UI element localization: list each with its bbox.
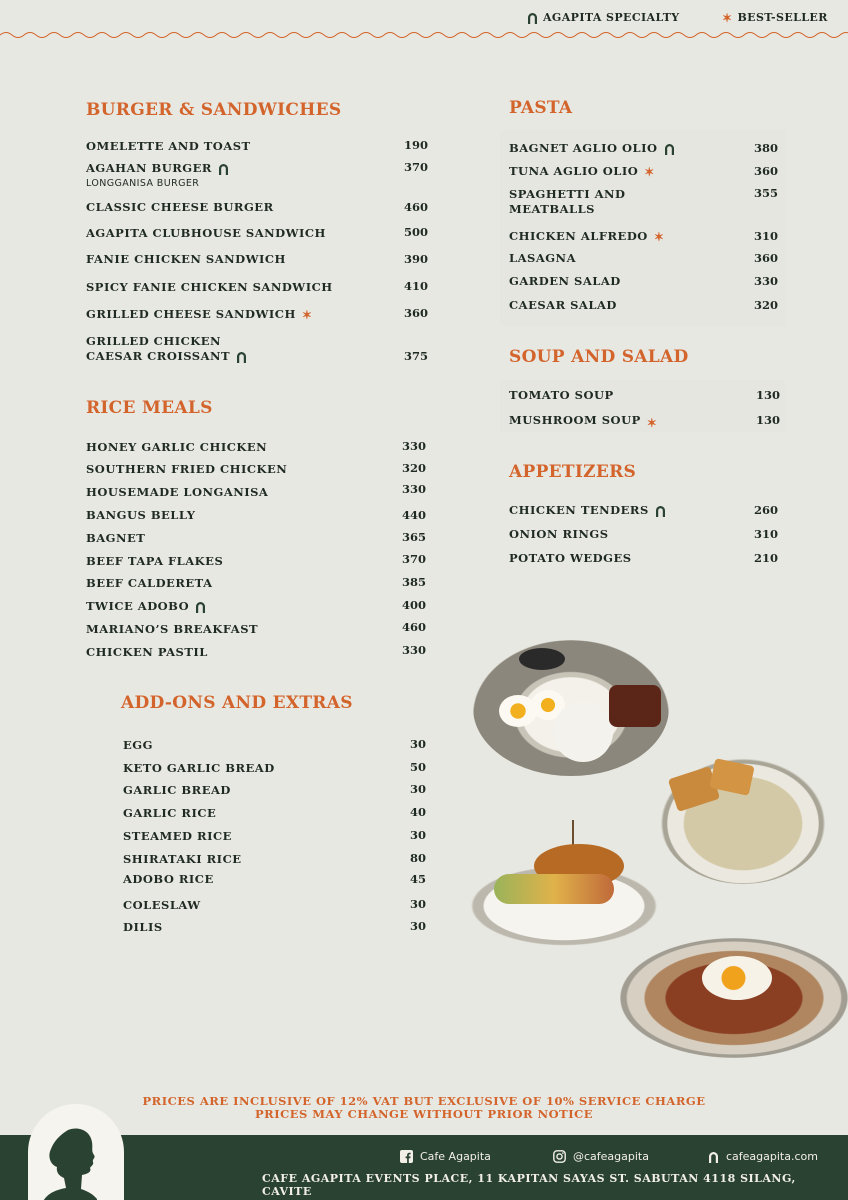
menu-item [86,599,206,614]
legend-specialty [527,11,680,24]
menu-item [86,139,251,154]
item-name: SHIRATAKI RICE [123,852,242,866]
item-name: POTATO WEDGES [509,551,632,565]
item-name: GARLIC BREAD [123,783,231,797]
menu-item [86,485,268,500]
item-name: CAESAR SALAD [509,298,617,312]
item-price: 400 [402,598,427,612]
item-price: 320 [754,298,779,312]
instagram-label: @cafeagapita [573,1150,649,1163]
item-name-line2: CAESAR CROISSANT [86,349,231,363]
item-price: 210 [754,551,779,565]
item-subtitle: LONGGANISA BURGER [86,178,200,189]
item-name: STEAMED RICE [123,829,232,843]
item-name: SPICY FANIE CHICKEN SANDWICH [86,280,333,294]
menu-item [86,440,267,455]
item-name: OMELETTE AND TOAST [86,139,251,153]
logo [28,1104,124,1200]
item-price: 260 [754,503,779,517]
item-price: 190 [404,138,429,152]
item-price: 40 [410,805,427,819]
star-icon: ✶ [653,229,665,244]
star-icon: ✶ [644,164,655,179]
item-name: CHICKEN ALFREDO [509,229,648,243]
item-name: FANIE CHICKEN SANDWICH [86,252,286,266]
instagram-icon [553,1150,566,1163]
menu-item [509,411,657,429]
item-price: 380 [754,141,779,155]
menu-item [86,531,145,546]
footer-instagram[interactable] [553,1150,649,1163]
arch-icon [218,163,229,175]
legend-bestseller [722,11,828,24]
item-price: 390 [404,252,429,266]
menu-item [123,738,153,753]
footer-facebook[interactable] [400,1150,491,1163]
menu-item [509,187,626,217]
item-name: BAGNET [86,531,146,545]
item-name: HOUSEMADE LONGANISA [86,485,269,499]
item-price: 130 [756,388,781,402]
section-title-pasta: PASTA [509,98,573,118]
menu-item [86,622,258,637]
menu-item [86,280,333,295]
arch-icon [708,1151,719,1163]
item-price: 360 [754,251,779,265]
item-name-line2: MEATBALLS [509,202,595,216]
menu-item [86,462,287,477]
menu-item [86,554,223,569]
woman-silhouette-icon [28,1104,124,1200]
item-name: AGAHAN BURGER [86,161,212,175]
item-price: 370 [402,552,427,566]
footer-address: CAFE AGAPITA EVENTS PLACE, 11 KAPITAN SAYAS ST. SABUTAN 4118 SILANG, CAVITE [262,1172,796,1198]
item-price: 410 [404,279,429,293]
menu-item [123,761,275,776]
item-price: 365 [402,530,427,544]
website-label: cafeagapita.com [726,1150,818,1163]
menu-item [509,527,609,542]
item-price: 30 [410,919,427,933]
section-title-rice: RICE MEALS [86,398,213,418]
menu-item [86,645,208,660]
item-name: BAGNET AGLIO OLIO [509,141,658,155]
item-name: GRILLED CHEESE SANDWICH [86,307,296,321]
item-price: 440 [402,508,427,522]
menu-item [509,503,666,518]
facebook-label: Cafe Agapita [420,1150,491,1163]
menu-item [123,920,163,935]
item-price: 310 [754,527,779,541]
item-price: 460 [402,620,427,634]
menu-item [86,334,247,364]
item-price: 330 [402,643,427,657]
item-price: 45 [410,872,427,886]
notice-line-2: PRICES MAY CHANGE WITHOUT PRIOR NOTICE [254,1107,594,1121]
legend-specialty-label: AGAPITA SPECIALTY [543,11,680,24]
item-name: BEEF CALDERETA [86,576,213,590]
item-price: 330 [402,439,427,453]
item-price: 370 [404,160,429,174]
item-price: 30 [410,828,427,842]
arch-icon [236,351,247,363]
item-name: CLASSIC CHEESE BURGER [86,200,274,214]
item-name: TWICE ADOBO [86,599,190,613]
item-price: 30 [410,737,427,751]
menu-item [509,164,655,179]
menu-item [86,508,195,523]
notice-line-1: PRICES ARE INCLUSIVE OF 12% VAT BUT EXCLUSIVE OF 10% SERVICE CHARGE [142,1094,706,1108]
menu-item [509,551,632,566]
item-name: GRILLED CHICKEN [86,334,221,348]
menu-item [509,141,675,156]
item-name: BEEF TAPA FLAKES [86,554,224,568]
menu-item [86,307,312,322]
menu-item [86,576,213,591]
item-price: 80 [410,851,427,865]
menu-item [123,783,231,798]
item-name: MUSHROOM SOUP [509,412,641,427]
star-icon: ✶ [722,10,733,25]
menu-item [123,872,214,887]
menu-item [509,274,621,289]
menu-item [86,226,326,241]
wave-divider [0,30,848,40]
food-photo-pasta [660,758,826,884]
item-name: HONEY GARLIC CHICKEN [86,440,268,454]
menu-item [123,829,232,844]
menu-item [509,229,664,244]
item-price: 330 [754,274,779,288]
item-price: 375 [404,349,429,363]
pasta-panel [500,130,785,326]
item-price: 50 [410,760,427,774]
item-name: DILIS [123,920,163,934]
menu-item [509,388,614,403]
item-name: ONION RINGS [509,527,609,541]
item-name: AGAPITA CLUBHOUSE SANDWICH [86,226,326,240]
arch-icon [527,12,538,24]
menu-item [123,898,201,913]
item-price: 30 [410,782,427,796]
legend-bestseller-label: BEST-SELLER [737,11,828,24]
item-price: 320 [402,461,427,475]
menu-item [509,251,576,266]
item-name: CHICKEN PASTIL [86,645,208,659]
item-price: 130 [756,413,781,427]
item-price: 30 [410,897,427,911]
arch-icon [655,505,666,517]
menu-item [123,852,242,867]
item-price: 360 [754,164,779,178]
footer-website[interactable] [708,1150,818,1163]
item-name: BANGUS BELLY [86,508,196,522]
item-name: TUNA AGLIO OLIO [509,164,639,178]
item-price: 460 [404,200,429,214]
item-price: 360 [404,306,429,320]
menu-item [86,252,286,267]
menu-item [86,200,274,215]
item-name: GARDEN SALAD [509,274,621,288]
arch-icon [664,143,675,155]
facebook-icon [400,1150,413,1163]
item-name: MARIANO’S BREAKFAST [86,622,259,636]
menu-item [509,298,617,313]
item-name: CHICKEN TENDERS [509,503,649,517]
star-icon: ✶ [301,307,313,322]
item-price: 355 [754,186,779,200]
arch-icon [195,601,206,613]
item-name: LASAGNA [509,251,576,265]
item-name: SPAGHETTI AND [509,187,626,201]
item-name: SOUTHERN FRIED CHICKEN [86,462,288,476]
food-photo-adobo-flakes [620,938,848,1058]
item-price: 500 [404,225,429,239]
item-name: COLESLAW [123,898,201,912]
menu-item [86,161,229,191]
item-price: 330 [402,482,427,496]
item-name: GARLIC RICE [123,806,217,820]
item-price: 385 [402,575,427,589]
food-photo-rice-meal [473,640,669,776]
section-title-addons: ADD-ONS AND EXTRAS [121,693,353,713]
item-name: TOMATO SOUP [509,388,614,402]
item-name: KETO GARLIC BREAD [123,761,275,775]
section-title-appetizers: APPETIZERS [509,462,637,482]
item-name: EGG [123,738,153,752]
star-icon: ✶ [646,416,658,430]
section-title-burgers: BURGER & SANDWICHES [86,100,342,120]
item-price: 310 [754,229,779,243]
menu-item [123,806,216,821]
section-title-soup: SOUP AND SALAD [509,347,689,367]
food-photo-croissant [470,820,660,948]
item-name: ADOBO RICE [123,872,214,886]
